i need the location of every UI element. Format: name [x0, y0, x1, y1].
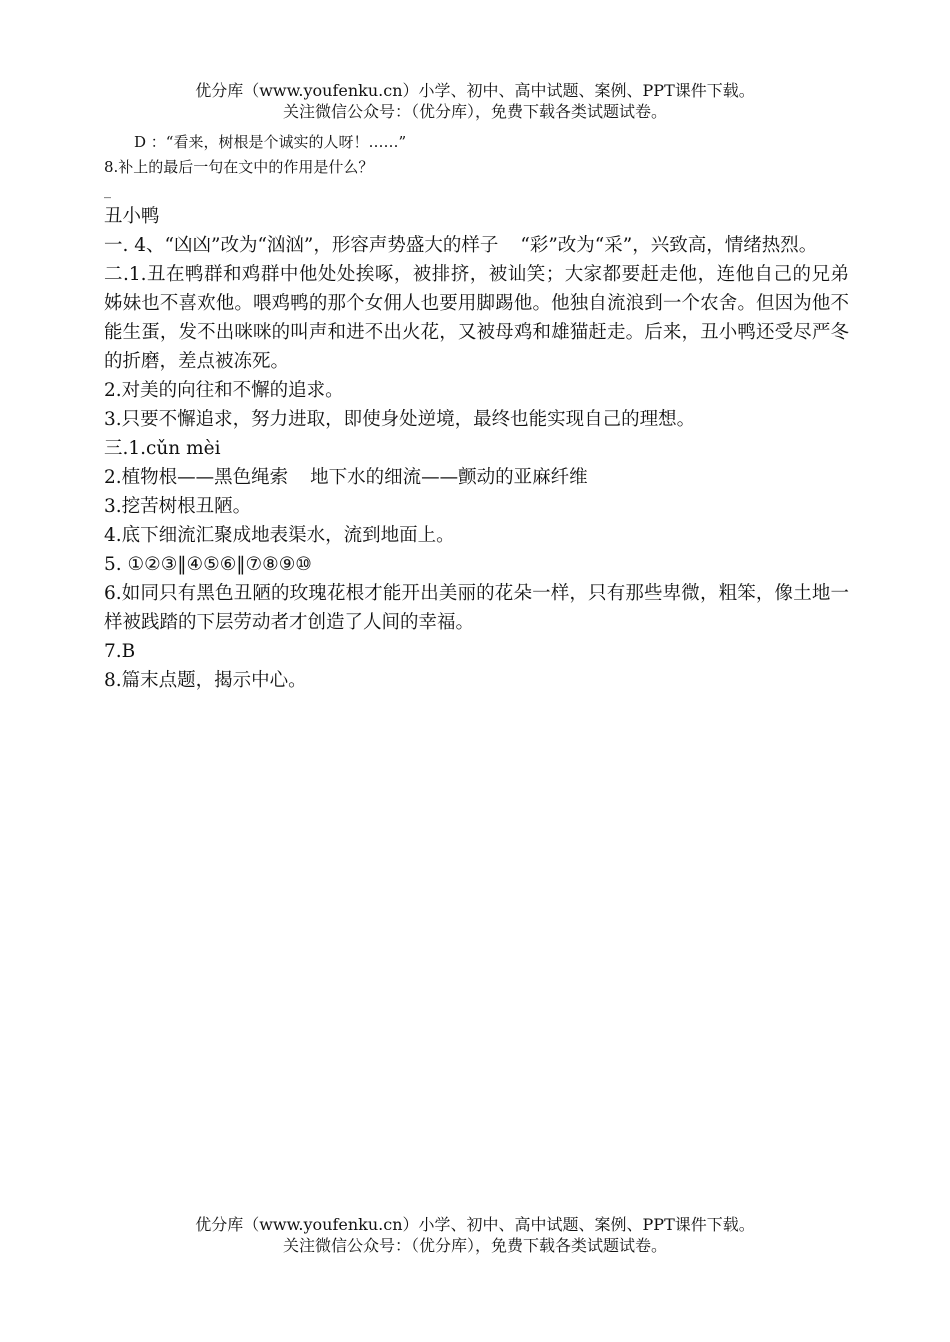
- section-2-answer-2: 2.对美的向往和不懈的追求。: [104, 380, 344, 401]
- section-3-answer-8: 8.篇末点题，揭示中心。: [104, 670, 307, 691]
- header-line-1: 优分库（www.youfenku.cn）小学、初中、高中试题、案例、PPT课件下载。: [195, 81, 755, 100]
- footer-line-2: 关注微信公众号：（优分库），免费下载各类试题试卷。: [282, 1236, 667, 1255]
- section-1-part-a: 一. 4、“凶凶”改为“汹汹”，形容声势盛大的样子: [104, 235, 499, 256]
- section-2-answer-3: 3.只要不懈追求，努力进取，即使身处逆境，最终也能实现自己的理想。: [104, 409, 696, 430]
- page-footer: [0, 1214, 950, 1256]
- section-1-answer: [104, 231, 849, 260]
- answers-title: 丑小鸭: [104, 206, 160, 227]
- section-3-answer-4: 4.底下细流汇聚成地表渠水，流到地面上。: [104, 525, 455, 546]
- section-3-answer-3: 3.挖苦树根丑陋。: [104, 496, 252, 517]
- page-header: [0, 80, 950, 122]
- option-d: D ：“看来，树根是个诚实的人呀！……”: [134, 133, 407, 151]
- section-1-part-b: “彩”改为“采”，兴致高，情绪热烈。: [520, 235, 818, 256]
- section-3-answer-2-b: 地下水的细流——颤动的亚麻纤维: [310, 467, 588, 488]
- header-line-2: 关注微信公众号：（优分库），免费下载各类试题试卷。: [282, 102, 667, 121]
- section-2-answer-1: 二.1.丑在鸭群和鸡群中他处处挨啄，被排挤，被讪笑；大家都要赶走他，连他自己的兄弟姊妹也不喜欢他。喂鸡鸭的那个女佣人也要用脚踢他。他独自流浪到一个农舍。但因为他不能生蛋，发不出咪咪的叫声和进不出火花，又被母鸡和雄猫赶走。后来，丑小鸭还受尽严冬的折磨，差点被冻死。: [104, 264, 849, 372]
- section-3-answer-2-a: 2.植物根——黑色绳索: [104, 467, 289, 488]
- section-3-answer-6: 6.如同只有黑色丑陋的玫瑰花根才能开出美丽的花朵一样，只有那些卑微，粗笨，像土地一样被践踏的下层劳动者才创造了人间的幸福。: [104, 583, 849, 633]
- section-3-answer-5: 5. ①②③‖④⑤⑥‖⑦⑧⑨⑩: [104, 554, 312, 575]
- footer-line-1: 优分库（www.youfenku.cn）小学、初中、高中试题、案例、PPT课件下载。: [195, 1215, 755, 1234]
- answer-blank: _: [104, 183, 111, 199]
- question-8: 8.补上的最后一句在文中的作用是什么？: [104, 158, 374, 176]
- section-3-answer-2: [104, 463, 849, 492]
- document-body: [104, 130, 849, 695]
- section-3-answer-1: 三.1.cǔn mèi: [104, 438, 221, 459]
- section-3-answer-7: 7.B: [104, 641, 136, 662]
